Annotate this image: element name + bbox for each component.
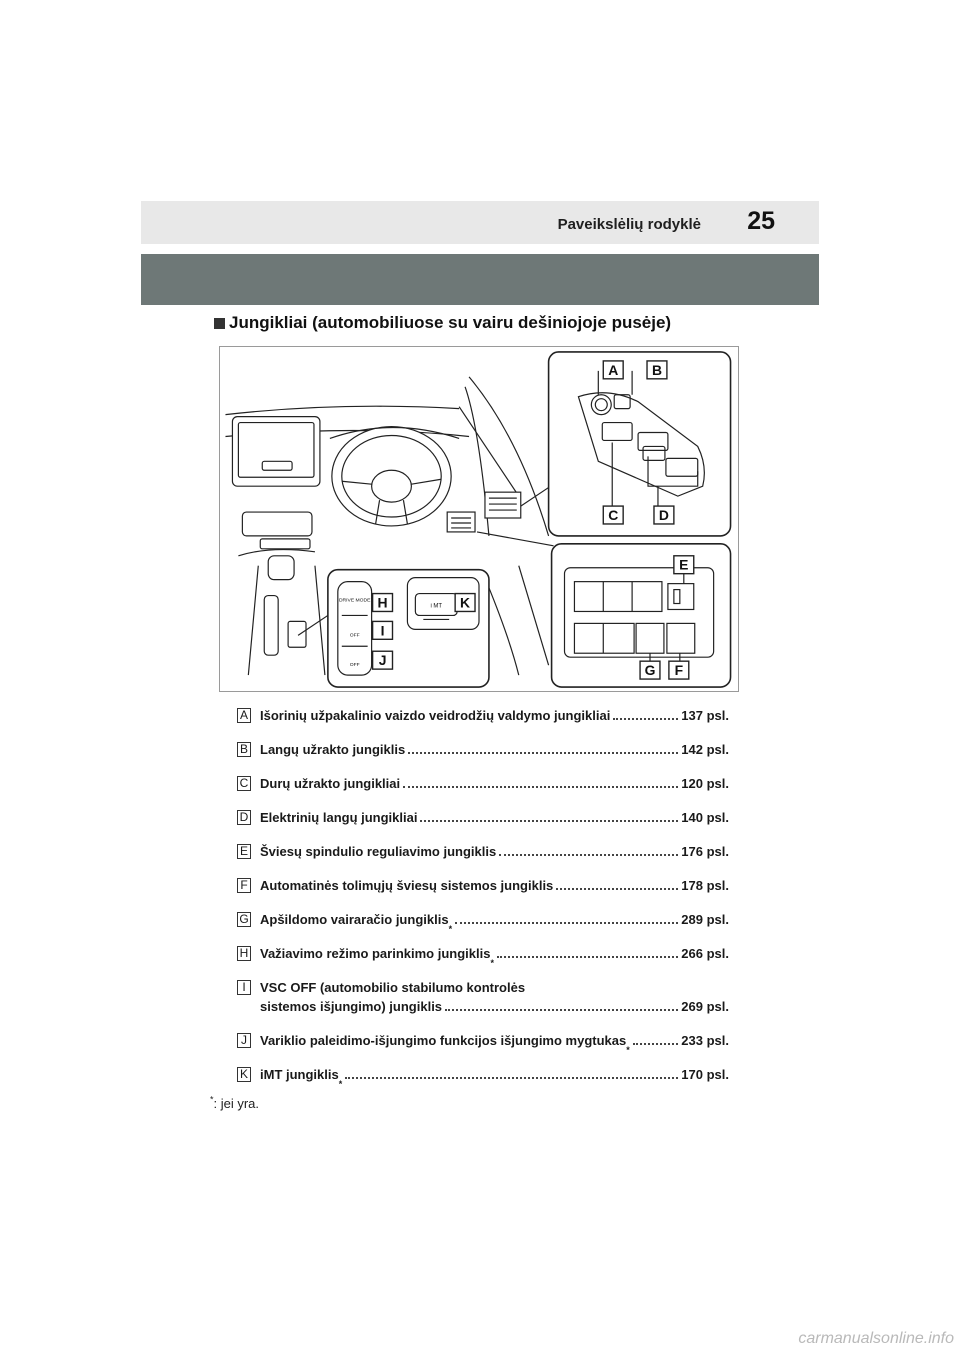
legend-list	[237, 706, 729, 1099]
leader-dots	[420, 820, 678, 822]
legend-item	[237, 842, 729, 861]
leader-dots	[345, 1077, 678, 1079]
callout-a: A	[608, 361, 619, 378]
legend-letter: A	[237, 708, 251, 723]
leader-dots	[497, 956, 678, 958]
legend-letter: F	[237, 878, 251, 893]
legend-page-ref: 233 psl.	[681, 1033, 729, 1048]
leader-dots	[408, 752, 678, 754]
legend-label: Variklio paleidimo-išjungimo funkcijos išjungimo mygtukas	[260, 1033, 627, 1048]
footnote	[210, 1096, 259, 1111]
callout-b: B	[651, 361, 662, 378]
drive-mode-label: DRIVE MODE	[338, 598, 371, 604]
light-switch-inset	[552, 544, 731, 687]
callout-f: F	[674, 662, 684, 679]
legend-item	[237, 978, 729, 1016]
off-label-1: OFF	[349, 633, 360, 639]
section-title-text: Jungikliai (automobiliuose su vairu dešiniojoje pusėje)	[229, 313, 672, 332]
legend-item	[237, 740, 729, 759]
section-title	[214, 313, 671, 333]
legend-page-ref: 170 psl.	[681, 1067, 729, 1082]
legend-letter: D	[237, 810, 251, 825]
legend-item	[237, 808, 729, 827]
legend-label: Šviesų spindulio reguliavimo jungiklis	[260, 844, 497, 859]
legend-label: sistemos išjungimo) jungiklis	[260, 999, 443, 1014]
legend-letter: I	[237, 980, 251, 995]
header-title: Paveikslėlių rodyklė	[557, 216, 701, 233]
legend-label: Automatinės tolimųjų šviesų sistemos jungiklis	[260, 878, 554, 893]
drive-mode-inset	[328, 570, 489, 687]
cabin-drawing	[220, 347, 738, 691]
callout-g: G	[644, 662, 656, 679]
legend-letter: K	[237, 1067, 251, 1082]
legend-item: K iMT jungiklis * 170 psl.	[237, 1065, 729, 1084]
legend-letter: G	[237, 912, 251, 927]
callout-h: H	[377, 594, 388, 611]
legend-label: Elektrinių langų jungikliai	[260, 810, 418, 825]
watermark: carmanualsonline.info	[798, 1330, 954, 1347]
leader-dots	[613, 718, 678, 720]
legend-label: Važiavimo režimo parinkimo jungiklis	[260, 946, 491, 961]
legend-letter: C	[237, 776, 251, 791]
leader-dots	[556, 888, 678, 890]
legend-page-ref: 176 psl.	[681, 844, 729, 859]
leader-dots	[403, 786, 678, 788]
legend-label: Langų užrakto jungiklis	[260, 742, 406, 757]
page-header	[141, 201, 819, 244]
legend-item: J Variklio paleidimo-išjungimo funkcijos išjungimo mygtukas * 233 psl.	[237, 1031, 729, 1050]
leader-dots	[633, 1043, 679, 1045]
legend-letter: J	[237, 1033, 251, 1048]
leader-dots	[445, 1009, 678, 1011]
legend-label: Išorinių užpakalinio vaizdo veidrodžių valdymo jungikliai	[260, 708, 611, 723]
callout-i: I	[380, 622, 385, 639]
section-square-icon	[214, 318, 225, 329]
callout-d: D	[658, 506, 669, 523]
off-label-2: OFF	[349, 663, 360, 669]
legend-label: Apšildomo vairaračio jungiklis	[260, 912, 449, 927]
legend-letter: B	[237, 742, 251, 757]
legend-page-ref: 137 psl.	[681, 708, 729, 723]
legend-page-ref: 266 psl.	[681, 946, 729, 961]
callout-e: E	[679, 556, 689, 573]
callout-k: K	[460, 594, 471, 611]
imt-label: i MT	[430, 603, 443, 610]
legend-page-ref: 142 psl.	[681, 742, 729, 757]
legend-label: Durų užrakto jungikliai	[260, 776, 401, 791]
legend-label: iMT jungiklis	[260, 1067, 339, 1082]
legend-item: G Apšildomo vairaračio jungiklis * 289 psl.	[237, 910, 729, 929]
footnote-text: : jei yra.	[213, 1096, 260, 1111]
legend-page-ref: 269 psl.	[681, 999, 729, 1014]
leader-dots	[455, 922, 678, 924]
legend-page-ref: 120 psl.	[681, 776, 729, 791]
legend-page-ref: 289 psl.	[681, 912, 729, 927]
legend-page-ref: 178 psl.	[681, 878, 729, 893]
legend-item	[237, 774, 729, 793]
legend-item	[237, 706, 729, 725]
legend-letter: E	[237, 844, 251, 859]
legend-item	[237, 876, 729, 895]
legend-page-ref: 140 psl.	[681, 810, 729, 825]
legend-letter: H	[237, 946, 251, 961]
callout-j: J	[378, 652, 387, 669]
page-number: 25	[747, 207, 775, 235]
callout-c: C	[608, 506, 619, 523]
door-switch-inset	[549, 352, 731, 536]
legend-label-line1: VSC OFF (automobilio stabilumo kontrolės	[260, 980, 526, 995]
header-band	[141, 254, 819, 305]
leader-dots	[499, 854, 678, 856]
legend-item: H Važiavimo režimo parinkimo jungiklis * 266 psl.	[237, 944, 729, 963]
footnote-mark: *	[210, 1094, 214, 1105]
switch-illustration	[219, 346, 739, 692]
